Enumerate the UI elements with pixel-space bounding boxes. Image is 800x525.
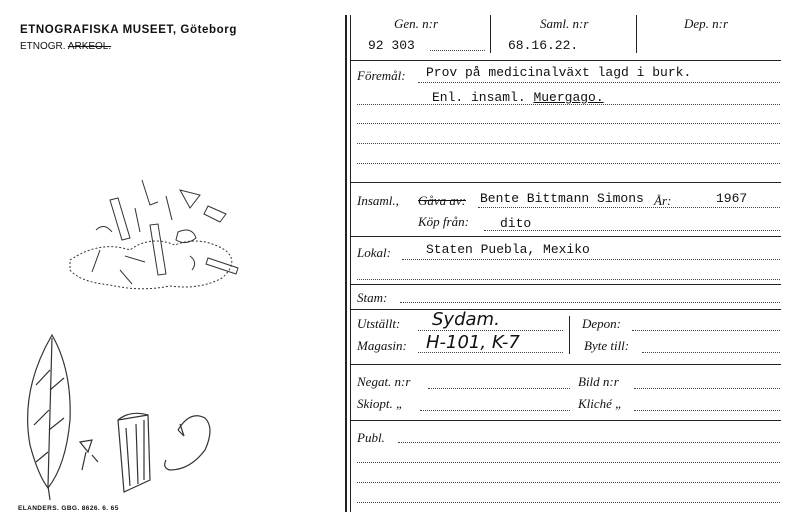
publ-dots-1 bbox=[398, 442, 780, 443]
header-bottom-rule bbox=[351, 60, 781, 61]
card-left-border-inner bbox=[350, 15, 351, 512]
foremal-dots-3 bbox=[357, 123, 780, 124]
foremal-line-1: Prov på medicinalväxt lagd i burk. bbox=[426, 65, 692, 80]
negat-label: Negat. n:r bbox=[357, 374, 411, 389]
magasin-bottom-rule bbox=[351, 364, 781, 365]
lokal-label: Lokal: bbox=[357, 245, 391, 260]
publ-label: Publ. bbox=[357, 430, 385, 445]
bild-dots bbox=[634, 388, 780, 389]
ar-label: År: bbox=[654, 193, 672, 208]
foremal-line-2 bbox=[432, 90, 604, 105]
ar-value: 1967 bbox=[716, 191, 748, 206]
printer-mark: ELANDERS. GBG. 8626. 6. 65 bbox=[18, 505, 119, 512]
gen-nr-dots bbox=[430, 50, 485, 51]
magasin-dots bbox=[418, 352, 563, 353]
kop-dots bbox=[484, 230, 780, 231]
stam-bottom-rule bbox=[351, 309, 781, 310]
foremal-dots-4 bbox=[357, 143, 780, 144]
bild-label: Bild n:r bbox=[578, 374, 619, 389]
skiopt-bottom-rule bbox=[351, 420, 781, 421]
card-left-border bbox=[345, 15, 347, 512]
saml-nr-label: Saml. n:r bbox=[540, 16, 589, 31]
lokal-value: Staten Puebla, Mexiko bbox=[426, 242, 590, 257]
negat-dots bbox=[428, 388, 570, 389]
cliche-label: Kliché „ bbox=[578, 396, 623, 411]
saml-nr-value: 68.16.22. bbox=[508, 38, 579, 53]
insaml-dots bbox=[478, 207, 780, 208]
foremal-dots-1 bbox=[418, 82, 780, 83]
foremal-line-2-prefix: Enl. insaml. bbox=[432, 90, 526, 105]
publ-dots-2 bbox=[357, 462, 780, 463]
publ-dots-4 bbox=[357, 502, 780, 503]
gen-nr-label: Gen. n:r bbox=[394, 16, 439, 31]
publ-dots-3 bbox=[357, 482, 780, 483]
utstallt-value: Sydam. bbox=[432, 309, 500, 330]
utstallt-label: Utställt: bbox=[357, 316, 401, 331]
depon-dots bbox=[632, 330, 780, 331]
stam-dots bbox=[400, 302, 780, 303]
department-prefix: ETNOGR. bbox=[20, 41, 66, 52]
utstallt-divider bbox=[569, 316, 570, 354]
magasin-label: Magasin: bbox=[357, 338, 407, 353]
foremal-line-2-name: Muergago. bbox=[533, 90, 604, 105]
insaml-value: Bente Bittmann Simons bbox=[480, 191, 644, 206]
lokal-dots-2 bbox=[357, 279, 780, 280]
museum-name: ETNOGRAFISKA MUSEET, Göteborg bbox=[20, 24, 237, 36]
gen-nr-value: 92 303 bbox=[368, 38, 415, 53]
lokal-dots-1 bbox=[402, 259, 780, 260]
kop-value: dito bbox=[500, 216, 532, 231]
foremal-dots-2 bbox=[357, 104, 780, 105]
magasin-value: H-101, K-7 bbox=[426, 332, 520, 353]
foremal-bottom-rule bbox=[351, 182, 781, 183]
gava-struck-label: Gåva av: bbox=[418, 193, 467, 208]
header-divider-1 bbox=[490, 15, 491, 53]
skiopt-dots bbox=[420, 410, 570, 411]
stam-label: Stam: bbox=[357, 290, 388, 305]
insaml-bottom-rule bbox=[351, 236, 781, 237]
foremal-label: Föremål: bbox=[357, 68, 406, 83]
lokal-bottom-rule bbox=[351, 284, 781, 285]
byte-till-dots bbox=[642, 352, 780, 353]
depon-label: Depon: bbox=[582, 316, 621, 331]
skiopt-label: Skiopt. „ bbox=[357, 396, 404, 411]
insaml-label: Insaml., bbox=[357, 193, 399, 208]
department-struck: ARKEOL. bbox=[67, 41, 112, 52]
byte-till-label: Byte till: bbox=[584, 338, 630, 353]
cliche-dots bbox=[634, 410, 780, 411]
utstallt-dots bbox=[418, 330, 563, 331]
header-divider-2 bbox=[636, 15, 637, 53]
kop-label: Köp från: bbox=[418, 214, 469, 229]
foremal-dots-5 bbox=[357, 163, 780, 164]
dep-nr-label: Dep. n:r bbox=[684, 16, 729, 31]
